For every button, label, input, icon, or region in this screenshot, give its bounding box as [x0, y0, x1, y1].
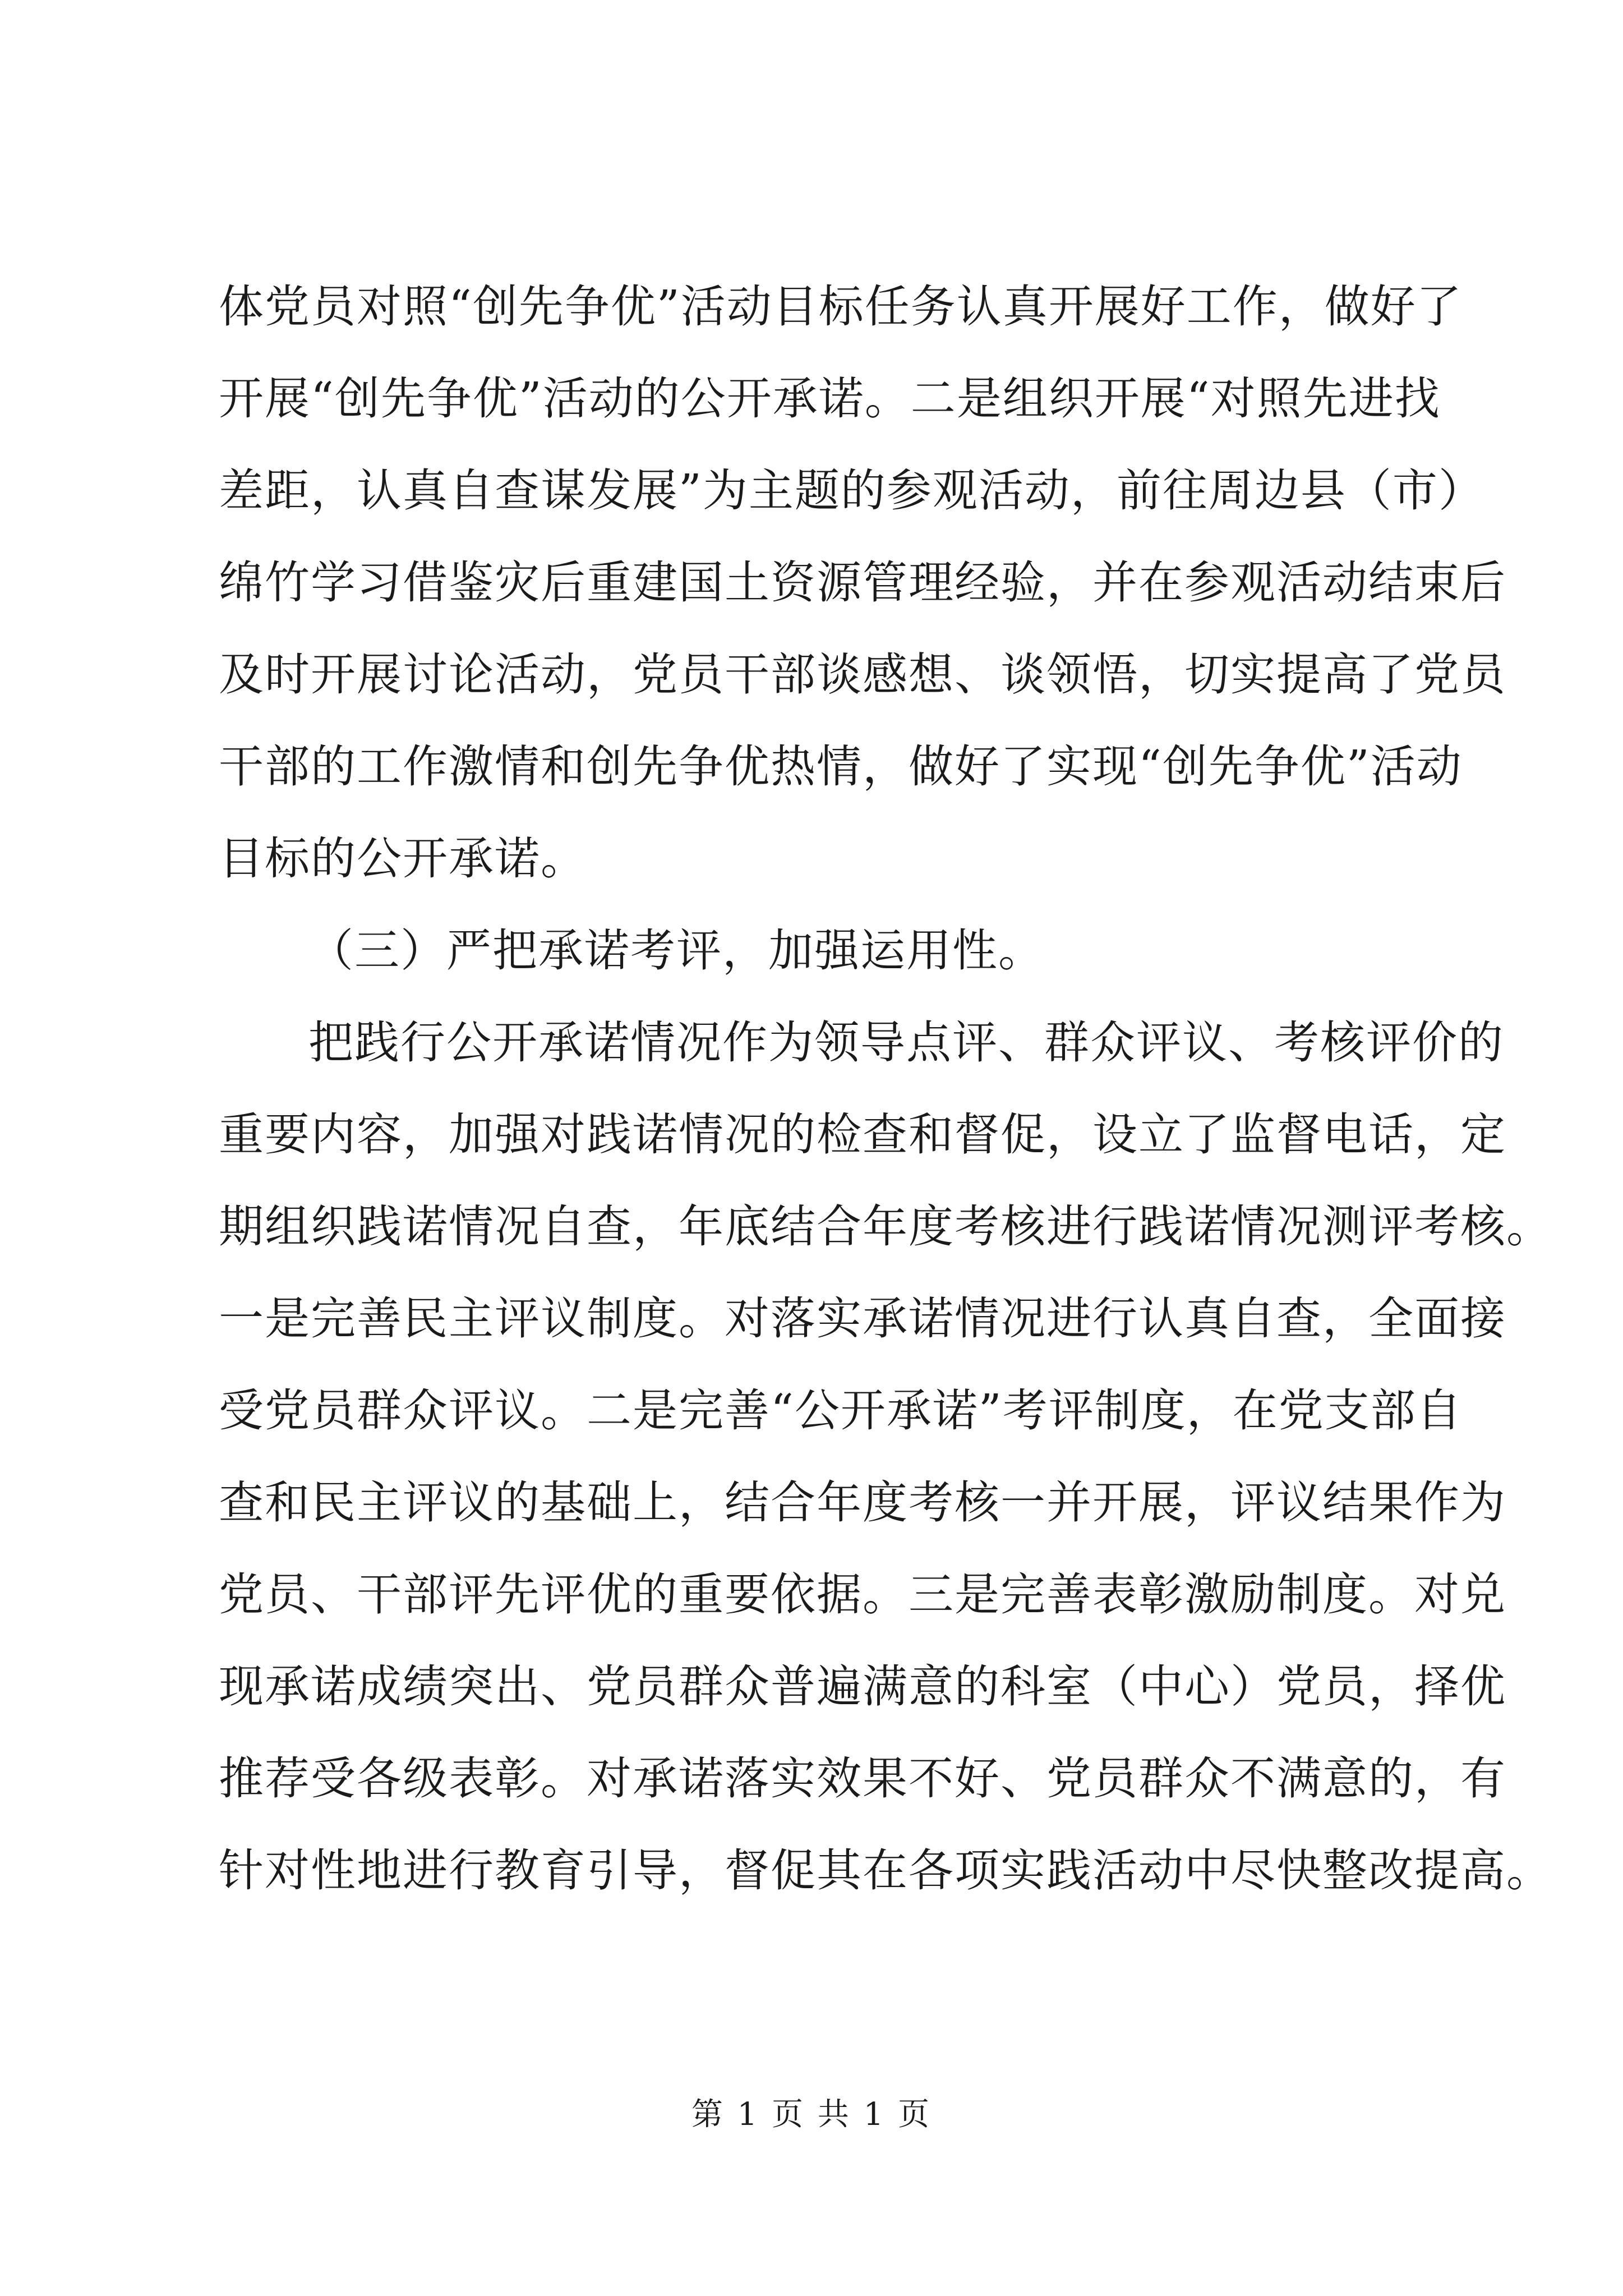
text-line: 受党员群众评议。二是完善“公开承诺”考评制度，在党支部自	[219, 1384, 1463, 1437]
text-line: 绵竹学习借鉴灾后重建国土资源管理经验，并在参观活动结束后	[219, 556, 1506, 609]
text-line: 差距，认真自查谋发展”为主题的参观活动，前往周边县（市）	[219, 464, 1484, 517]
paragraph-first-line: 把践行公开承诺情况作为领导点评、群众评议、考核评价的	[308, 1016, 1504, 1069]
text-line: 开展“创先争优”活动的公开承诺。二是组织开展“对照先进找	[219, 372, 1441, 425]
section-heading: （三）严把承诺考评，加强运用性。	[308, 924, 1044, 977]
text-line: 目标的公开承诺。	[219, 832, 587, 885]
text-line: 重要内容，加强对践诺情况的检查和督促，设立了监督电话，定	[219, 1108, 1506, 1161]
page-number-label: 第 1 页 共 1 页	[691, 2096, 932, 2133]
page-footer	[0, 2092, 1623, 2137]
text-line: 及时开展讨论活动，党员干部谈感想、谈领悟，切实提高了党员	[219, 648, 1506, 701]
text-line: 查和民主评议的基础上，结合年度考核一并开展，评议结果作为	[219, 1476, 1506, 1529]
text-line: 推荐受各级表彰。对承诺落实效果不好、党员群众不满意的，有	[219, 1752, 1506, 1805]
document-body	[219, 261, 1552, 1917]
text-line: 一是完善民主评议制度。对落实承诺情况进行认真自查，全面接	[219, 1292, 1506, 1345]
text-line: 体党员对照“创先争优”活动目标任务认真开展好工作，做好了	[219, 280, 1463, 333]
text-line: 党员、干部评先评优的重要依据。三是完善表彰激励制度。对兑	[219, 1568, 1506, 1621]
text-line: 针对性地进行教育引导，督促其在各项实践活动中尽快整改提高。	[219, 1844, 1552, 1897]
text-line: 干部的工作激情和创先争优热情，做好了实现“创先争优”活动	[219, 740, 1463, 793]
text-line: 期组织践诺情况自查，年底结合年度考核进行践诺情况测评考核。	[219, 1200, 1552, 1253]
text-line: 现承诺成绩突出、党员群众普遍满意的科室（中心）党员，择优	[219, 1660, 1506, 1713]
